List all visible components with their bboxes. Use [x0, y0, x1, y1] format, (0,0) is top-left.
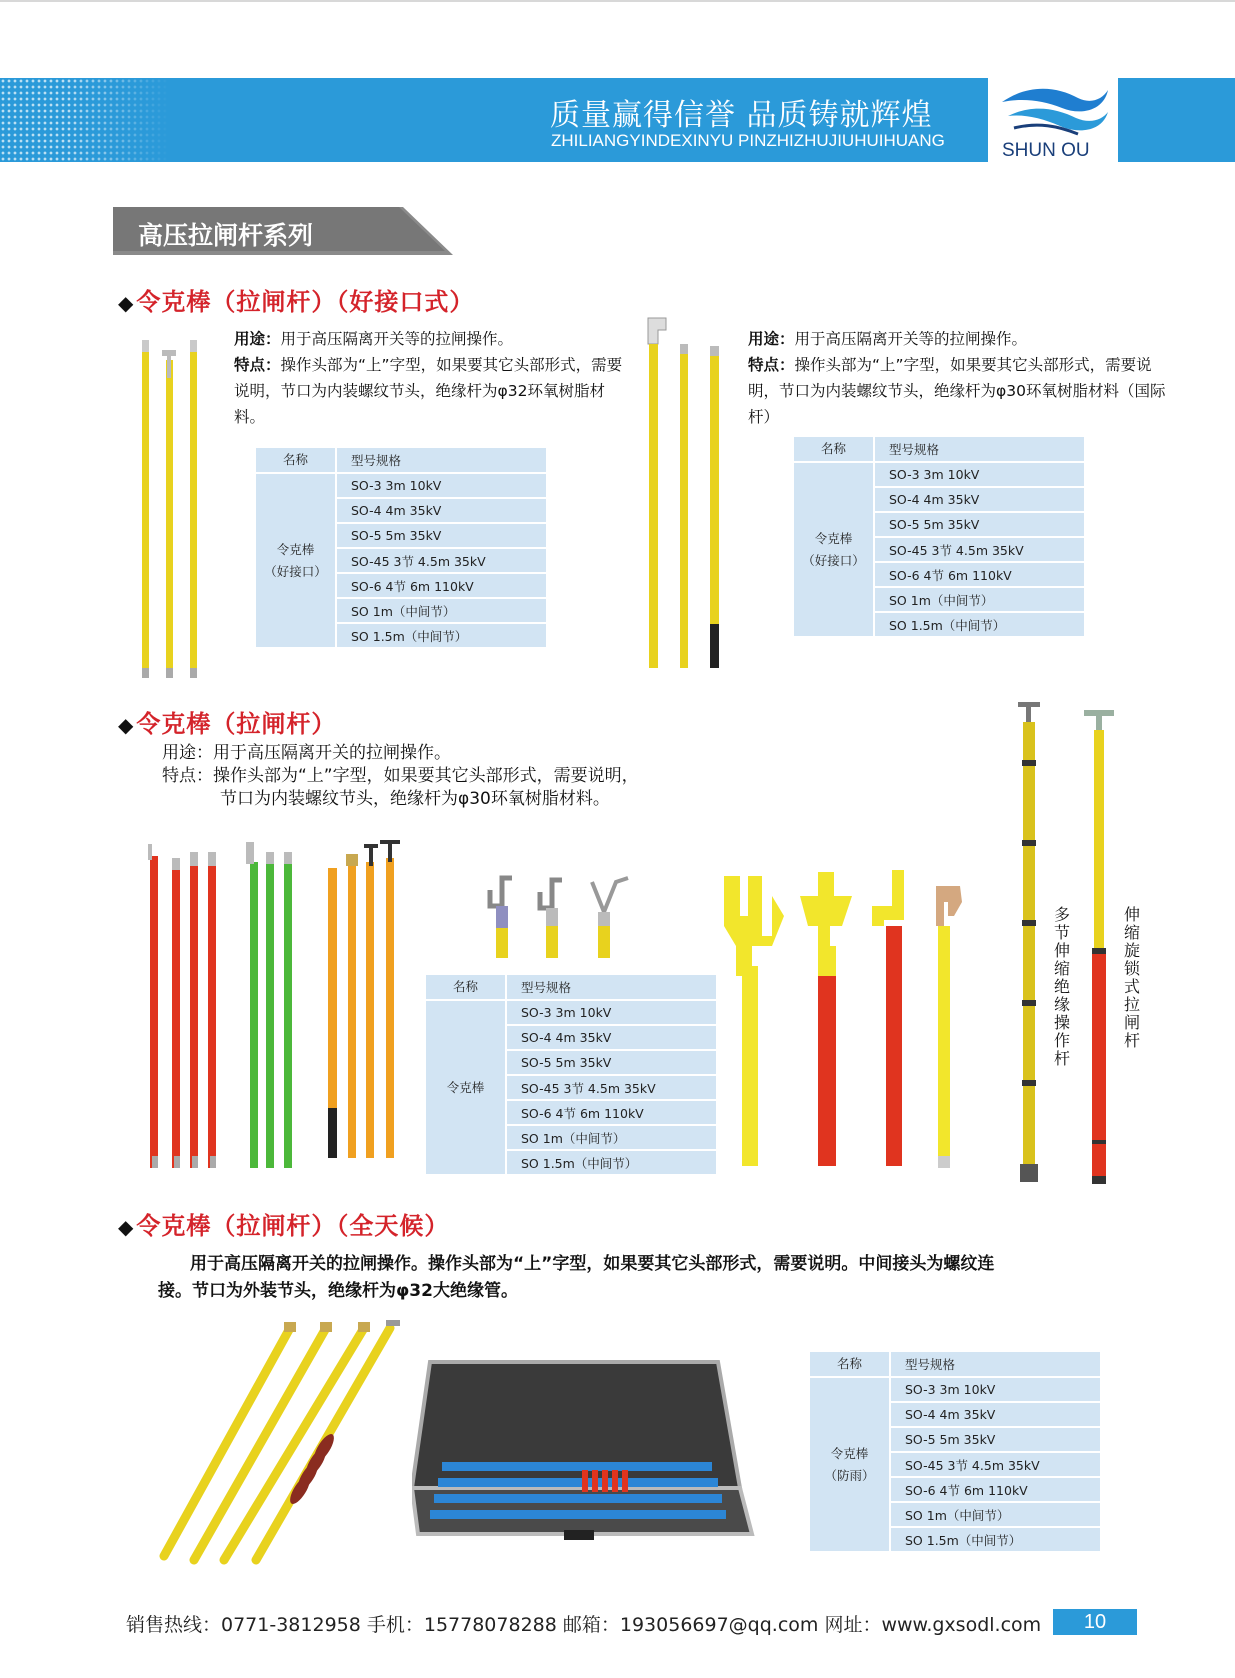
product-name-line2: （防雨）: [824, 1467, 875, 1483]
wave-logo-icon: [998, 80, 1110, 140]
table-row: SO-4 4m 35kV: [874, 487, 1084, 512]
spec-table-section3: [810, 1352, 1100, 1553]
diamond-bullet-icon: ◆: [118, 291, 135, 315]
table-product-name: [794, 462, 874, 637]
table-row: SO-3 3m 10kV: [890, 1377, 1100, 1402]
table-row: SO-6 4节 6m 110kV: [890, 1477, 1100, 1502]
label-telescopic-pole: 伸缩旋锁式拉闸杆: [1123, 905, 1140, 1050]
section1-left-description: [234, 326, 624, 430]
product-name-line2: （好接口）: [264, 563, 327, 579]
label-multi-section-pole: 多节伸缩绝缘操作杆: [1053, 905, 1070, 1068]
table-product-name: [256, 473, 336, 648]
usage-label: 用途：: [234, 330, 281, 348]
page-number: 10: [1053, 1609, 1137, 1635]
logo-text: SHUN OU: [1002, 140, 1090, 161]
section1-heading: [118, 282, 474, 317]
section3-heading: [118, 1206, 449, 1241]
product-photo-poles-mixed: [138, 838, 418, 1173]
feature-label: 特点：: [162, 766, 213, 786]
usage-label: 用途：: [162, 743, 213, 763]
slogan: 质量赢得信誉 品质铸就辉煌: [550, 98, 933, 133]
table-row: SO-4 4m 35kV: [506, 1025, 716, 1050]
brand-logo: [988, 74, 1118, 166]
section2-feature-cont: 节口为内装螺纹节头，绝缘杆为φ30环氧树脂材料。: [220, 789, 610, 809]
table-header-name: 名称: [794, 437, 874, 462]
table-row: SO 1.5m（中间节）: [506, 1150, 716, 1175]
product-photo-all-weather-poles: [150, 1320, 420, 1570]
header-dot-pattern: [0, 78, 170, 162]
table-row: SO 1m（中间节）: [506, 1125, 716, 1150]
table-row: SO-45 3节 4.5m 35kV: [874, 537, 1084, 562]
section2-title: 令克棒（拉闸杆）: [136, 710, 337, 738]
table-header-name: 名称: [426, 975, 506, 1000]
product-photo-carry-case: [412, 1358, 758, 1542]
table-row: SO-5 5m 35kV: [874, 512, 1084, 537]
section1-title: 令克棒（拉闸杆）（好接口式）: [136, 288, 475, 316]
table-row: SO-45 3节 4.5m 35kV: [890, 1452, 1100, 1477]
spec-table-section1-right: [794, 437, 1084, 638]
product-photo-pole-heads: [482, 872, 652, 962]
table-row: SO-6 4节 6m 110kV: [874, 562, 1084, 587]
table-header-name: 名称: [810, 1352, 890, 1377]
table-header-spec: 型号规格: [506, 975, 716, 1000]
table-row: SO-3 3m 10kV: [336, 473, 546, 498]
product-name-line1: 令克棒: [830, 1445, 869, 1461]
table-row: SO-6 4节 6m 110kV: [506, 1100, 716, 1125]
footer-contact: 销售热线：0771-3812958 手机：15778078288 邮箱：193056697@qq.com 网址：www.gxsodl.com: [126, 1614, 1042, 1636]
table-row: SO 1.5m（中间节）: [874, 612, 1084, 637]
table-row: SO-3 3m 10kV: [506, 1000, 716, 1025]
diamond-bullet-icon: ◆: [118, 713, 135, 737]
feature-label: 特点：: [234, 356, 281, 374]
table-row: SO-6 4节 6m 110kV: [336, 573, 546, 598]
series-title: 高压拉闸杆系列: [138, 221, 314, 250]
table-row: SO-3 3m 10kV: [874, 462, 1084, 487]
table-row: SO-5 5m 35kV: [506, 1050, 716, 1075]
product-name-line1: 令克棒: [814, 530, 853, 546]
table-row: SO-4 4m 35kV: [890, 1402, 1100, 1427]
table-header-spec: 型号规格: [336, 448, 546, 473]
table-header-name: 名称: [256, 448, 336, 473]
top-rule: [0, 0, 1235, 2]
section3-desc-line2: 接。节口为外装节头，绝缘杆为φ32大绝缘管。: [158, 1281, 518, 1301]
section2-heading: [118, 704, 336, 739]
product-photo-large-heads: [722, 866, 982, 1171]
table-header-spec: 型号规格: [874, 437, 1084, 462]
feature-text: 操作头部为“上”字型，如果要其它头部形式，需要说明，节口为内装螺纹节头，绝缘杆为φ30环氧树脂材料（国际杆）: [748, 356, 1166, 426]
table-row: SO 1m（中间节）: [890, 1502, 1100, 1527]
table-row: SO-45 3节 4.5m 35kV: [336, 548, 546, 573]
table-row: SO-45 3节 4.5m 35kV: [506, 1075, 716, 1100]
usage-label: 用途：: [748, 330, 795, 348]
product-name-line1: 令克棒: [276, 541, 315, 557]
spec-table-section2: [426, 975, 716, 1176]
product-photo-poles-yellow-a: [134, 338, 206, 683]
table-row: SO 1.5m（中间节）: [890, 1527, 1100, 1552]
section1-right-description: [748, 326, 1173, 430]
usage-text: 用于高压隔离开关等的拉闸操作。: [280, 330, 514, 348]
table-row: SO-4 4m 35kV: [336, 498, 546, 523]
feature-text-line1: 操作头部为“上”字型，如果要其它头部形式，需要说明，: [213, 766, 639, 786]
section2-feature: [162, 765, 639, 788]
diamond-bullet-icon: ◆: [118, 1215, 135, 1239]
table-header-spec: 型号规格: [890, 1352, 1100, 1377]
table-row: SO 1.5m（中间节）: [336, 623, 546, 648]
table-row: SO-5 5m 35kV: [890, 1427, 1100, 1452]
table-row: SO 1m（中间节）: [874, 587, 1084, 612]
feature-label: 特点：: [748, 356, 795, 374]
usage-text: 用于高压隔离开关等的拉闸操作。: [794, 330, 1028, 348]
feature-text: 操作头部为“上”字型，如果要其它头部形式，需要说明，节口为内装螺纹节头，绝缘杆为φ32环氧树脂材料。: [234, 356, 623, 426]
section3-title: 令克棒（拉闸杆）（全天候）: [136, 1212, 450, 1240]
product-photo-poles-yellow-b: [640, 314, 730, 674]
table-row: SO 1m（中间节）: [336, 598, 546, 623]
spec-table-section1-left: [256, 448, 546, 649]
table-product-name: [810, 1377, 890, 1552]
slogan-pinyin: ZHILIANGYINDEXINYU PINZHIZHUJIUHUIHUANG: [551, 131, 945, 150]
product-name-line2: （好接口）: [802, 552, 865, 568]
table-product-name: 令克棒: [426, 1000, 506, 1175]
usage-text: 用于高压隔离开关的拉闸操作。: [213, 743, 451, 763]
table-row: SO-5 5m 35kV: [336, 523, 546, 548]
product-photo-telescopic-pole: [1082, 700, 1116, 1186]
product-photo-multi-section-pole: [1016, 700, 1042, 1186]
section2-usage: [162, 742, 451, 765]
section3-desc-line1: 用于高压隔离开关的拉闸操作。操作头部为“上”字型，如果要其它头部形式，需要说明。中间接头为螺纹连: [190, 1254, 995, 1274]
